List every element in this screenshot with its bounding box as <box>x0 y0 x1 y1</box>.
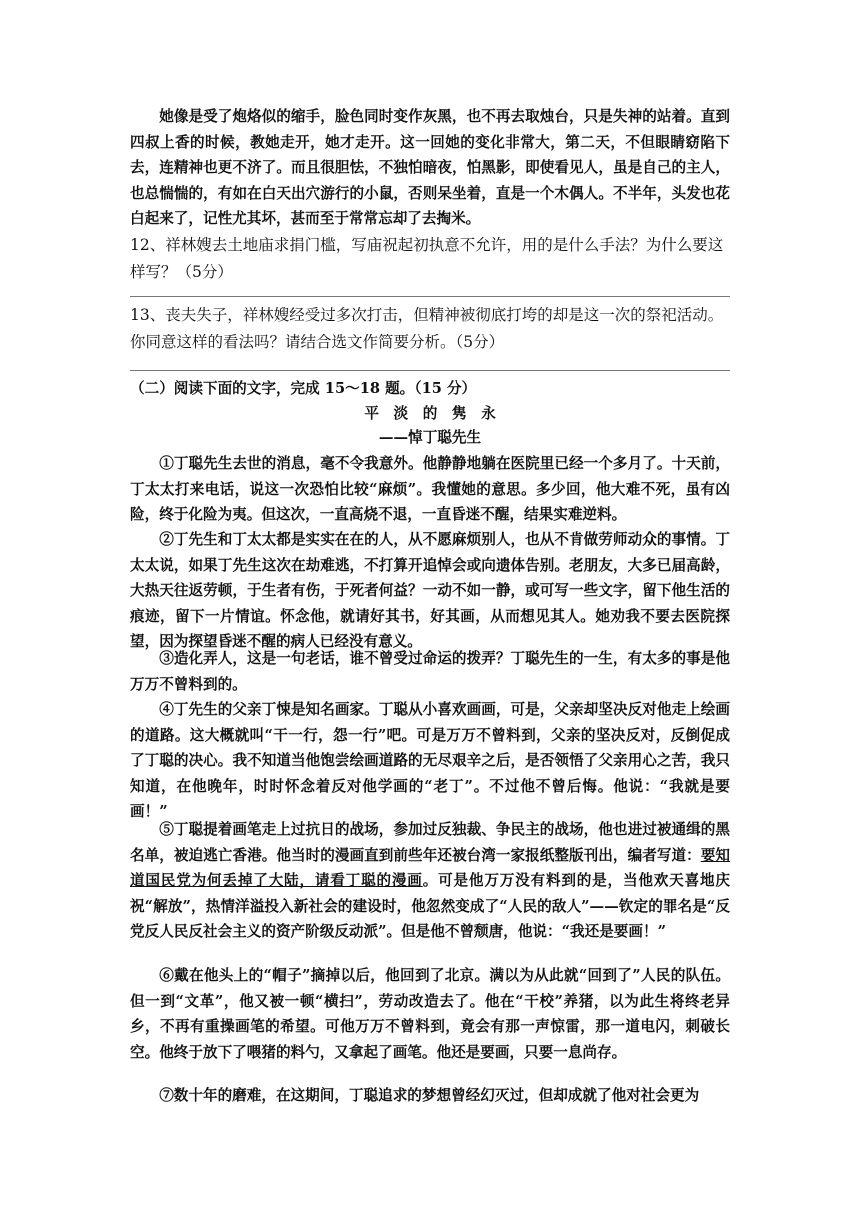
paragraph-5-underlined-quote: 要知道国民党为何丢掉了大陆，请看丁聪的漫画 <box>130 846 730 889</box>
paragraph-3: ③造化弄人，这是一句老话，谁不曾受过命运的拨弄？丁聪先生的一生，有太多的事是他万万不曾料到的。 <box>130 650 730 693</box>
paragraph-7: ⑦数十年的磨难，在这期间，丁聪追求的梦想曾经幻灭过，但却成就了他对社会更为 <box>159 1087 700 1104</box>
paragraph-6: ⑥戴在他头上的“帽子”摘掉以后，他回到了北京。满以为从此就“回到了”人民的队伍。但一到“文革”，他又被一顿“横扫”，劳动改造去了。他在“干校”养猪，以为此生将终老异乡，不再有重操画笔的希望。可他万万不曾料到，竟会有那一声惊雷，那一道电闪，刺破长空。他终于放下了喂猪的料勺，又拿起了画笔。他还是要画，只要一息尚存。 <box>130 967 730 1061</box>
question-12: 12、祥林嫂去土地庙求捐门槛，写庙祝起初执意不允许，用的是什么手法？为什么要这样写？（5分） <box>130 236 724 281</box>
paragraph-4: ④丁先生的父亲丁悚是知名画家。丁聪从小喜欢画画，可是，父亲却坚决反对他走上绘画的道路。这大概就叫“干一行，怨一行”吧。可是万万不曾料到，父亲的坚决反对，反倒促成了丁聪的决心。我不知道当他饱尝绘画道路的无尽艰辛之后，是否领悟了父亲用心之苦，我只知道，在他晚年，时时怀念着反对他学画的“老丁”。不过他不曾后悔。他说：“我就是要画！” <box>130 701 730 820</box>
paragraph-5 <box>130 817 730 945</box>
question-13: 13、丧夫失子，祥林嫂经受过多次打击，但精神被彻底打垮的却是这一次的祭祀活动。你同意这样的看法吗？请结合选文作简要分析。（5分） <box>130 306 724 351</box>
answer-line-13 <box>130 370 730 371</box>
paragraph-1: ①丁聪先生去世的消息，毫不令我意外。他静静地躺在医院里已经一个多月了。十天前，丁太太打来电话，说这一次恐怕比较“麻烦”。我懂她的意思。多少回，他大难不死，虽有凶险，终于化险为夷。但这次，一直高烧不退，一直昏迷不醒，结果实难逆料。 <box>130 455 730 523</box>
paragraph-2: ②丁先生和丁太太都是实实在在的人，从不愿麻烦别人，也从不肯做劳师动众的事情。丁太太说，如果丁先生这次在劫难逃，不打算开追悼会或向遗体告别。老朋友，大多已届高龄，大热天往返劳顿，于生者有伤，于死者何益？一动不如一静，或可写一些文字，留下他生活的痕迹，留下一片情谊。怀念他，就请好其书，好其画，从而想见其人。她劝我不要去医院探望，因为探望昏迷不醒的病人已经没有意义。 <box>130 531 730 650</box>
paragraph-5-text-b: 。可是他万万没有料到的是，当他欢天喜地庆祝“解放”，热情洋溢投入新社会的建设时，他忽然变成了“人民的敌人”——钦定的罪名是“反党反人民反社会主义的资产阶级反动派”。但是他不曾颓唐，他说：“我还是要画！” <box>130 872 730 940</box>
answer-line-12 <box>130 296 730 297</box>
section-2-heading: （二）阅读下面的文字，完成 15～18 题。（15 分） <box>130 380 477 397</box>
article-subtitle: ——悼丁聪先生 <box>378 429 482 446</box>
article-title: 平 淡 的 隽 永 <box>364 405 496 422</box>
passage-excerpt: 她像是受了炮烙似的缩手，脸色同时变作灰黑，也不再去取烛台，只是失神的站着。直到四叔上香的时候，教她走开，她才走开。这一回她的变化非常大，第二天，不但眼睛窈陷下去，连精神也更不济了。而且很胆怯，不独怕暗夜，怕黑影，即使看见人，虽是自己的主人，也总惴惴的，有如在白天出穴游行的小鼠，否则呆坐着，直是一个木偶人。不半年，头发也花白起来了，记性尤其坏，甚而至于常常忘却了去掏米。 <box>130 108 730 227</box>
paragraph-5-text-a: ⑤丁聪提着画笔走上过抗日的战场，参加过反独裁、争民主的战场，他也进过被通缉的黑名单，被迫逃亡香港。他当时的漫画直到前些年还被台湾一家报纸整版刊出，编者写道： <box>130 821 730 864</box>
